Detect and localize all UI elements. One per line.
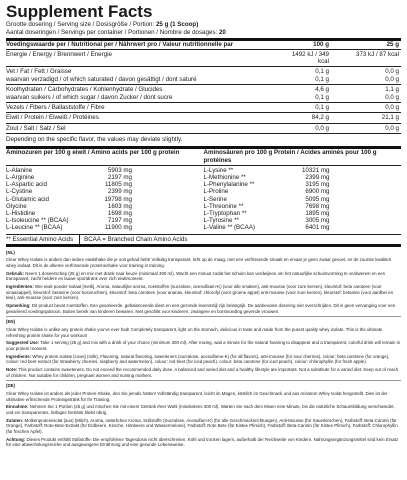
paragraph-lead: Opmerking: — [6, 302, 31, 308]
amino-value: 2197 mg — [107, 174, 132, 182]
amino-name: L-Leucine ** (BCAA) — [6, 224, 63, 232]
amino-value: 6900 mg — [305, 188, 330, 196]
value-per-100g: 1492 kJ / 349 kcal — [291, 50, 329, 65]
paragraph-lead: Achtung: — [6, 436, 26, 442]
amino-row — [6, 174, 204, 181]
amino-row — [204, 196, 402, 203]
paragraph-lead: Ingredients: — [6, 353, 32, 359]
paragraph-lead: Zutaten: — [6, 417, 24, 423]
nutrition-row — [6, 104, 401, 111]
flavor-note: Depending on the specific flavor, the values may deviate slightly. — [6, 133, 401, 149]
value-per-100g: 4,6 g — [315, 86, 329, 94]
servings-value: 20 — [218, 28, 226, 36]
nutrition-group — [6, 102, 401, 112]
paragraph: Clear Whey Isolate ist anders als jeder Protein-Shake, den Sie jemals hatten! Vollständig transparent, leicht im Magen, köstlich im Geschmack und aus reinstem Whey Isolat hergestellt. Dies ist der ultimative erfrischende Proteingetränk für Ihr Training. — [6, 391, 388, 402]
amino-value: 7698 mg — [305, 202, 330, 210]
paragraph-lead: Ingrediënten: — [6, 284, 34, 290]
language-blocks — [6, 250, 401, 448]
amino-row — [204, 210, 402, 217]
amino-table — [6, 166, 401, 235]
nutrition-row — [6, 125, 401, 132]
amino-column-left — [6, 167, 204, 232]
paragraph-lead: Einnahme: — [6, 404, 29, 410]
paragraph-lead: Gebruik: — [6, 270, 25, 276]
paragraph: Clear Whey Isolate is anders dan iedere eiwitshake die je ooit gehad hebt! Volledig transparant, licht op de maag, met een verfrissende smaak en ervaar je geen zwaar gevoel, en de zuurste kwaliteit whey isolaat. Dit is de ultieme verfrissende proteïneshake voor training in training. — [6, 257, 391, 268]
paragraph-lead: Suggested Use: — [6, 340, 40, 346]
amino-name: L-Tryptophan ** — [203, 210, 247, 218]
value-per-100g: 0,1 g — [315, 68, 329, 76]
nutrition-group — [6, 112, 401, 122]
value-per-100g: 84,2 g — [311, 114, 329, 122]
amino-name: L-Proline — [203, 188, 229, 196]
amino-name: L-Lysine ** — [203, 166, 234, 174]
amino-value: 19798 mg — [104, 195, 132, 203]
nutrient-label: Eiwit / Protein / Eiweiß / Protéines — [6, 114, 99, 122]
amino-name: L-Cystine — [6, 188, 33, 196]
amino-row — [204, 181, 402, 188]
amino-value: 3195 mg — [305, 181, 330, 189]
nutrition-row — [6, 94, 401, 101]
paragraph: Achtung: Dieses Produkt enthält Süßstoffe. Die empfohlene Tagesdosis nicht überschreiten. Kühl und trocken lagern, außerhalb der Reichweite von Kindern. Nahrungsergänzungsmittel sind kein Ersatz für eine abwechslungsreiche und ausgewogene Ernährung und eine gesunde Lebensweise. — [6, 436, 399, 448]
value-per-100g: 0,1 g — [315, 75, 329, 83]
nutrition-row — [6, 51, 401, 66]
serving-size — [0, 21, 407, 29]
paragraph: Note: This product contains sweeteners. Do not exceed the recommended daily dose. A balanced and varied diet and a healthy lifestyle are important. Not a substitute for a varied diet. Keep out of reach of children. Not suitable for children, pregnant women and nursing mothers. — [6, 367, 399, 378]
nutrition-group — [6, 123, 401, 133]
value-per-serving: 1,1 g — [385, 86, 399, 94]
amino-row — [204, 167, 402, 174]
amino-name: L-Alanine — [6, 166, 33, 174]
paragraph: Ingredients: Whey protein isolate [cows] (milk), Flavoring, natural flavoring, sweeteners (sucralose, acesulfame-K) (for all flavors), anti-mousse (for sour cherries), colour: beta carotene (for orange), colour: red beet extract (for strawberry cherries, raspberry and watermelon), colour: red beet (for iced peach), colour: beta carotene (for iced peach), colour: chlorophyllin (for fresh apple). — [6, 353, 390, 365]
amino-value: 3005 mg — [305, 217, 330, 225]
value-per-serving: 0,0 g — [385, 93, 399, 101]
nutrient-label: Vezels / Fibers / Ballaststoffe / Fibre — [6, 104, 105, 112]
servings-label: Aantal doseringen / Servings per container / Portionen / Nombre de dosages: — [6, 28, 218, 36]
amino-value: 11900 mg — [104, 224, 132, 232]
amino-name: L-Aspartic acid — [6, 181, 47, 189]
divider — [6, 316, 401, 317]
nutrition-row — [6, 68, 401, 75]
amino-name: L-Isoleucine ** (BCAA) — [6, 217, 69, 225]
amino-row — [6, 167, 204, 174]
language-tag: (NL) — [6, 249, 15, 255]
paragraph: Gebruik: Neem 1 doseerschep (25 g) en mix met drank naar keuze (minimaal 300 ml). Wacht een minuut zodat het schuim kan verdwijnen om het natuurlijke schuimvorming te verdwenen en een transparant, zacht heldere en lauwe sportdrank over zich eiwitmoment. — [6, 270, 386, 282]
value-per-100g: 0,0 g — [315, 124, 329, 132]
serving-size-label: Grootte dosering / Serving size / Dosisgröße / Portion: — [6, 21, 155, 28]
amino-name: L-Threonine ** — [203, 202, 244, 210]
servings-per-container — [0, 29, 407, 37]
amino-name: L-Valine ** (BCAA) — [203, 224, 255, 232]
language-tag: (DE) — [6, 383, 16, 389]
paragraph: Ingrediënten: Wei eiwit poeder isolaat [melk], Aroma, natuurlijke aroma, zoetstoffen (sucralose, acesulfaam-K) (voor alle smaken), anti-mousse (voor zure kersen), kleurstof: beta caroteen (voor sinaasappel), kleurstof: betanine (voor bosvruchten), kleurstof: beta caroteen (voor ananas, kleurstof: chlorofyl (voor groene appel) anti-mousse (voor zure kersen), kleurstof: betanine (voor aardbei en kiwi), anti-mousse (voor zure kersen). — [6, 284, 394, 301]
amino-row — [6, 217, 204, 224]
amino-row — [204, 224, 402, 231]
nutrition-table — [6, 41, 401, 133]
value-per-serving: 0,0 g — [385, 104, 399, 112]
value-per-serving: 0,0 g — [385, 75, 399, 83]
nutrition-rows — [6, 49, 401, 134]
paragraph: Zutaten: Molkenproteinisolat (aus) (Milch), Aroma, natürliches Aroma, Süßstoffe (Sucralose, Acesulfam-K) (für alle Geschmacksrichtungen), Anti-Mousse (für Sauerkirschen), Farbstoff: Beta-Carotin (für Orange), Farbstoff: Rote-Bete-Extrakt (für Erdbeere, Kirsche, Himbeere und Wassermelone), Farbstoff: Rote Bete (für Eistee Pfirsich), Farbstoff: Beta-Carotin (für Eistee Pfirsich), Farbstoff: Chlorophyllin (für frischen Apfel). — [6, 417, 398, 434]
paragraph-lead: Note: — [6, 367, 18, 373]
paragraph: Clear Whey Isolate is unlike any protein shake you've ever had! Completely transparent, light on the stomach, delicious in taste and made from the purest quality whey isolate. This is the ultimate refreshing protein shake for your workout! — [6, 326, 383, 338]
language-tag: (EN) — [6, 319, 16, 325]
amino-header-right: Aminosäuren pro 100 g Protein / Acides aminés pour 100 g protéines — [203, 148, 377, 164]
amino-row — [6, 203, 204, 210]
value-per-100g: 0,1 g — [315, 104, 329, 112]
paragraph: Suggested Use: Take 1 serving (25 g) and mix with a drink of your choice (minimum 300 ml). After mixing, wait a minute for the natural foaming to disappear and a transparent, colorful drink will remain in your protein moment. — [6, 340, 401, 351]
nutrition-row — [6, 86, 401, 93]
amino-value: 2399 mg — [305, 174, 330, 182]
nutrient-label: Zout / Salt / Salz / Sel — [6, 124, 66, 132]
nutrient-label: Energie / Energy / Brennwert / Energie — [6, 50, 112, 58]
serving-size-value: 25 g (1 Scoop) — [155, 21, 199, 28]
amino-value: 11805 mg — [104, 181, 132, 189]
nutrition-group — [6, 84, 401, 102]
nutrition-row — [6, 114, 401, 121]
amino-value: 6401 mg — [305, 224, 330, 232]
value-per-serving: 373 kJ / 87 kcal — [356, 50, 399, 58]
value-per-100g: 0,1 g — [315, 93, 329, 101]
nutrient-label: waarvan verzadigd / of which saturated / davon gesättigt / dont saturé — [6, 75, 197, 83]
amino-name: Glycine — [6, 202, 27, 210]
amino-value: 7197 mg — [107, 217, 132, 225]
amino-name: L-Arginine — [6, 174, 35, 182]
amino-name: L-Phenylalanine ** — [203, 181, 255, 189]
amino-header-left: Aminozuren per 100 g eiwit / Amino acids per 100 g protein — [6, 148, 180, 156]
nutrition-header — [6, 41, 401, 48]
amino-value: 5095 mg — [305, 195, 330, 203]
amino-row — [204, 174, 402, 181]
value-per-serving: 21,1 g — [381, 114, 399, 122]
paragraph: Einnahme: Nehmen Sie 1 Portion (25 g) und mischen Sie mit einem Getränk Ihrer Wahl (mindestens 300 ml). Warten Sie nach dem Mixen eine Minute, bis die natürliche Schaumbildung verschwindet, und ein transparentes, farbiges Getränk bleibt übrig. — [6, 404, 395, 416]
amino-footnotes — [6, 235, 401, 247]
amino-name: L-Serine — [203, 195, 227, 203]
amino-row — [6, 210, 204, 217]
value-per-serving: 0,0 g — [385, 68, 399, 76]
value-per-serving: 0,0 g — [385, 124, 399, 132]
nutrition-row — [6, 76, 401, 83]
footnote-bcaa: BCAA = Branched Chain Amino Acids — [84, 235, 188, 243]
amino-value: 5903 mg — [107, 166, 132, 174]
nutrition-header-label: Voedingswaarde per / Nutritional per / Nährwert pro / Valeur nutritionnelle par — [6, 41, 234, 49]
amino-row — [6, 188, 204, 195]
nutrient-label: waarvan suikers / of which sugar / davon Zucker / dont sucre — [6, 93, 173, 101]
amino-row — [204, 203, 402, 210]
amino-name: L-Tyrosine ** — [203, 217, 239, 225]
amino-value: 1698 mg — [107, 210, 132, 218]
footnote-essential: ** Essential Amino Acids — [6, 235, 80, 244]
amino-column-right — [204, 167, 402, 232]
paragraph: Opmerking: Dit product bevat zoetstoffen. Een gevarieerde, gebalanceerde dieet en een gezonde levensstijl zijn belangrijk. De aanbevolen dosering niet overschrijden. Dit is geen vervanging voor een gevarieerd voedingspatroon. Buiten bereik van kinderen bewaren. Niet geschikt voor kinderen, zwangere en borstvoeding gevende vrouwen. — [6, 302, 396, 314]
amino-header — [6, 149, 401, 166]
amino-row — [204, 217, 402, 224]
page-title: Supplement Facts — [6, 2, 153, 21]
amino-row — [204, 188, 402, 195]
nutrition-group — [6, 66, 401, 84]
amino-value: 10321 mg — [301, 166, 330, 174]
nutrition-header-100g: 100 g — [313, 41, 329, 49]
amino-value: 2399 mg — [107, 188, 132, 196]
amino-row — [6, 196, 204, 203]
amino-row — [6, 224, 204, 231]
amino-name: L-Histidine — [6, 210, 36, 218]
nutrient-label: Koolhydraten / Carbohydrates / Kohlenhydrate / Glucides — [6, 86, 163, 94]
amino-value: 1895 mg — [305, 210, 330, 218]
amino-row — [6, 181, 204, 188]
amino-value: 1603 mg — [107, 202, 132, 210]
amino-name: L-Glutamic acid — [6, 195, 49, 203]
divider — [6, 380, 401, 381]
nutrition-header-25g: 25 g — [386, 41, 399, 49]
amino-name: L-Methionine ** — [203, 174, 246, 182]
nutrient-label: Vet / Fat / Fett / Graisse — [6, 68, 72, 76]
nutrition-group — [6, 49, 401, 67]
